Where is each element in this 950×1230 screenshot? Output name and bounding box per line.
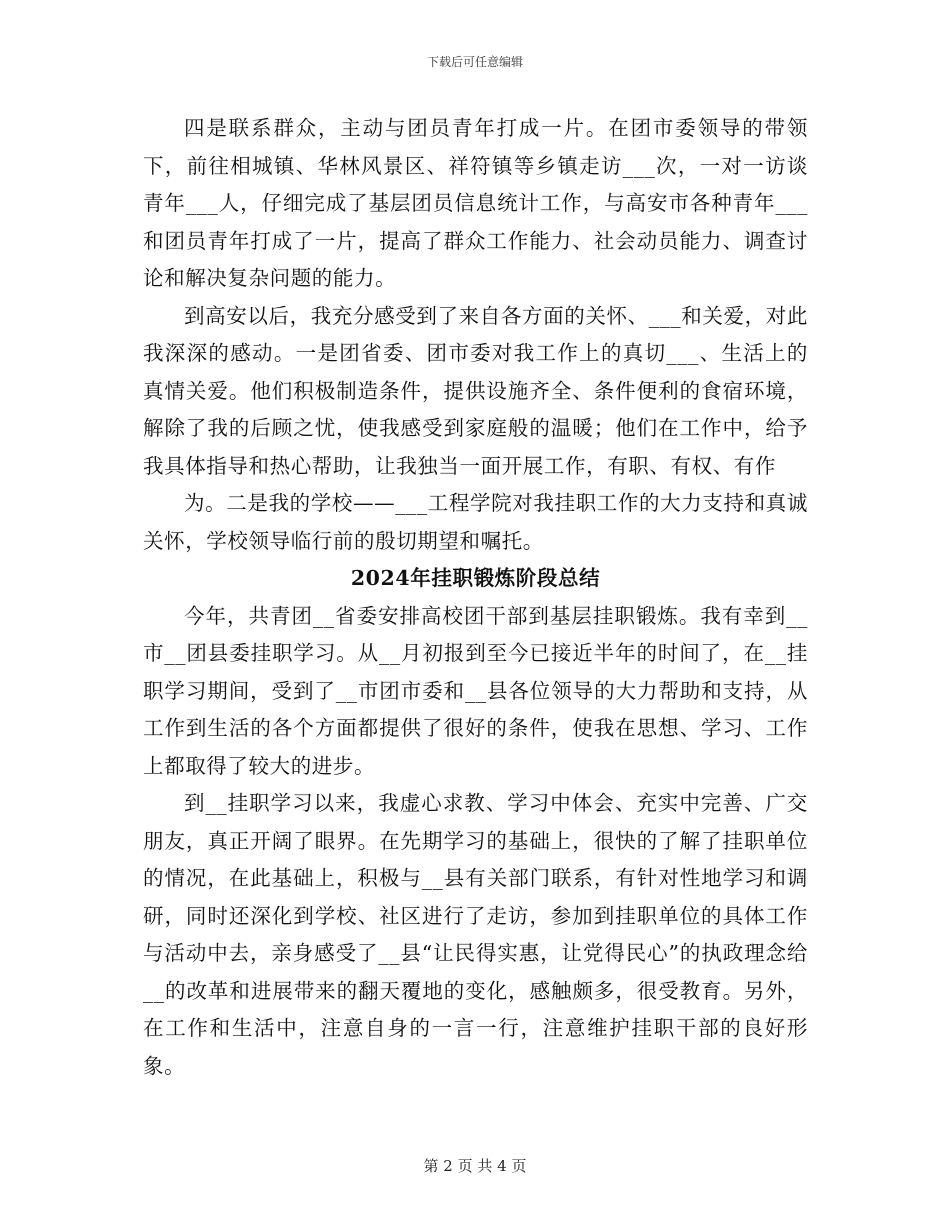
section-title: 2024年挂职锻炼阶段总结 (350, 566, 601, 590)
page-footer: 第 2 页 共 4 页 (423, 1157, 527, 1175)
paragraph-learning: 到__挂职学习以来，我虚心求教、学习中体会、充实中完善、广交朋友，真正开阔了眼界。在先期学习的基础上，很快的了解了挂职单位的情况，在此基础上，积极与__县有关部门联系，有针对性地学习和调研，同时还深化到学校、社区进行了走访，参加到挂职单位的具体工作与活动中去，亲身感受了__县“让民得实惠，让党得民心”的执政理念给__的改革和进展带来的翻天覆地的变化，感触颇多，很受教育。另外，在工作和生活中，注意自身的一言一行，注意维护挂职干部的良好形象。 (143, 791, 808, 1078)
paragraph-school-support: 为。二是我的学校——___工程学院对我挂职工作的大力支持和真诚关怀，学校领导临行前的殷切期望和嘱托。 (143, 491, 808, 553)
page-header: 下载后可任意编辑 (426, 55, 523, 69)
document-body (143, 110, 808, 1085)
paragraph-gratitude: 到高安以后，我充分感受到了来自各方面的关怀、___和关爱，对此我深深的感动。一是团省委、团市委对我工作上的真切___、生活上的真情关爱。他们积极制造条件，提供设施齐全、条件便利的食宿环境，解除了我的后顾之忧，使我感受到家庭般的温暖；他们在工作中，给予我具体指导和热心帮助，让我独当一面开展工作，有职、有权、有作 (143, 303, 808, 478)
paragraph-outreach: 四是联系群众，主动与团员青年打成一片。在团市委领导的带领下，前往相城镇、华林风景区、祥符镇等乡镇走访___次，一对一访谈青年___人，仔细完成了基层团员信息统计工作，与高安市各种青年___和团员青年打成了一片，提高了群众工作能力、社会动员能力、调查讨论和解决复杂问题的能力。 (143, 116, 808, 290)
paragraph-intro: 今年，共青团__省委安排高校团干部到基层挂职锻炼。我有幸到__市__团县委挂职学习。从__月初报到至今已接近半年的时间了，在__挂职学习期间，受到了__市团市委和__县各位领导的大力帮助和支持，从工作到生活的各个方面都提供了很好的条件，使我在思想、学习、工作上都取得了较大的进步。 (143, 603, 808, 778)
